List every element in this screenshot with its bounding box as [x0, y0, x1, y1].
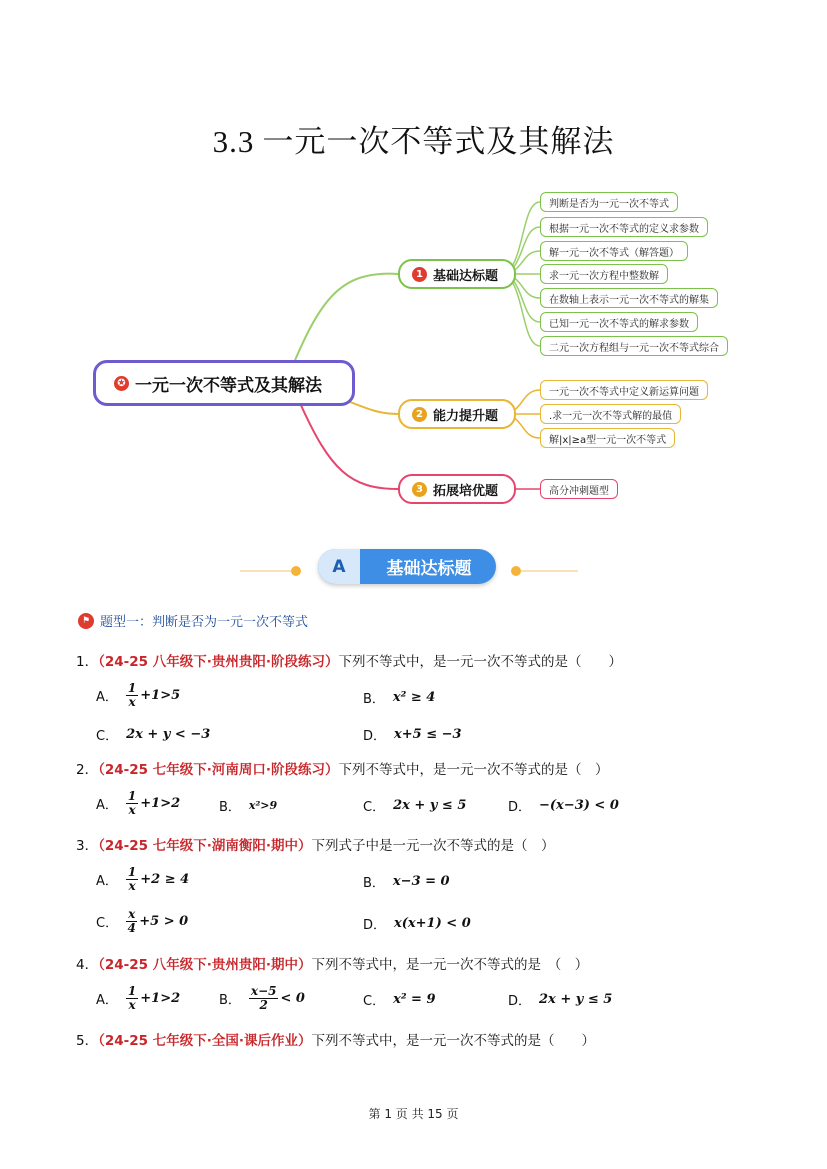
- option-4c: C． x² = 9: [363, 992, 436, 1009]
- option-1c: C． 2x + y < −3: [96, 727, 211, 744]
- badge-1: 1: [412, 267, 427, 282]
- option-2a: A． $\frac{1}{x}$ +1>2: [96, 789, 181, 817]
- option-2d: D． −(x−3) < 0: [508, 798, 619, 815]
- question-2: 2．（24-25 七年级下·河南周口·阶段练习）下列不等式中，是一元一次不等式的是（ ）: [76, 762, 609, 778]
- question-4: 4．（24-25 八年级下·贵州贵阳·期中）下列不等式中，是一元一次不等式的是 （ ）: [76, 957, 589, 973]
- leaf: 判断是否为一元一次不等式: [540, 192, 678, 212]
- leaf: 一元一次不等式中定义新运算问题: [540, 380, 708, 400]
- question-5: 5．（24-25 七年级下·全国·课后作业）下列不等式中，是一元一次不等式的是（ ）: [76, 1033, 595, 1049]
- banner-letter: A: [318, 549, 360, 584]
- question-type-heading: ⚑ 题型一：判断是否为一元一次不等式: [78, 611, 308, 630]
- option-4a: A． $\frac{1}{x}$ +1>2: [96, 984, 181, 1012]
- option-1d: D． x+5 ≤ −3: [363, 727, 462, 744]
- flag-icon: ⚑: [78, 613, 94, 629]
- leaf: 二元一次方程组与一元一次不等式综合: [540, 336, 728, 356]
- leaf: 高分冲刺题型: [540, 479, 618, 499]
- option-3d: D． x(x+1) < 0: [363, 916, 471, 933]
- branch-advance: 2 能力提升题: [398, 399, 516, 429]
- option-3a: A． $\frac{1}{x}$ +2 ≥ 4: [96, 865, 190, 893]
- leaf: .求一元一次不等式解的最值: [540, 404, 681, 424]
- mindmap-root: ✪ 一元一次不等式及其解法: [93, 360, 355, 406]
- leaf: 已知一元一次不等式的解求参数: [540, 312, 698, 332]
- option-1a: A． $\frac{1}{x}$ +1>5: [96, 681, 181, 709]
- badge-3: 3: [412, 482, 427, 497]
- leaf: 解一元一次不等式（解答题）: [540, 241, 688, 261]
- leaf: 求一元一次方程中整数解: [540, 264, 668, 284]
- option-4b: B． $\frac{x-5}{2}$ < 0: [219, 984, 305, 1012]
- page-footer: 第 1 页 共 15 页: [368, 1107, 459, 1121]
- page-title: 3.3 一元一次不等式及其解法: [212, 124, 615, 160]
- leaf: 根据一元一次不等式的定义求参数: [540, 217, 708, 237]
- option-2c: C． 2x + y ≤ 5: [363, 798, 467, 815]
- option-3c: C． $\frac{x}{4}$ +5 > 0: [96, 907, 189, 935]
- leaf: 在数轴上表示一元一次不等式的解集: [540, 288, 718, 308]
- option-4d: D． 2x + y ≤ 5: [508, 992, 613, 1009]
- question-1: 1．（24-25 八年级下·贵州贵阳·阶段练习）下列不等式中，是一元一次不等式的是（ ）: [76, 654, 622, 670]
- leaf: 解|x|≥a型一元一次不等式: [540, 428, 675, 448]
- branch-basic: 1 基础达标题: [398, 259, 516, 289]
- banner-title: 基础达标题: [386, 559, 472, 579]
- branch-extend: 3 拓展培优题: [398, 474, 516, 504]
- badge-2: 2: [412, 407, 427, 422]
- star-icon: ✪: [114, 376, 129, 391]
- option-2b: B． x²>9: [219, 799, 278, 815]
- question-3: 3．（24-25 七年级下·湖南衡阳·期中）下列式子中是一元一次不等式的是（ ）: [76, 838, 555, 854]
- option-1b: B． x² ≥ 4: [363, 690, 436, 707]
- option-3b: B． x−3 = 0: [363, 874, 450, 891]
